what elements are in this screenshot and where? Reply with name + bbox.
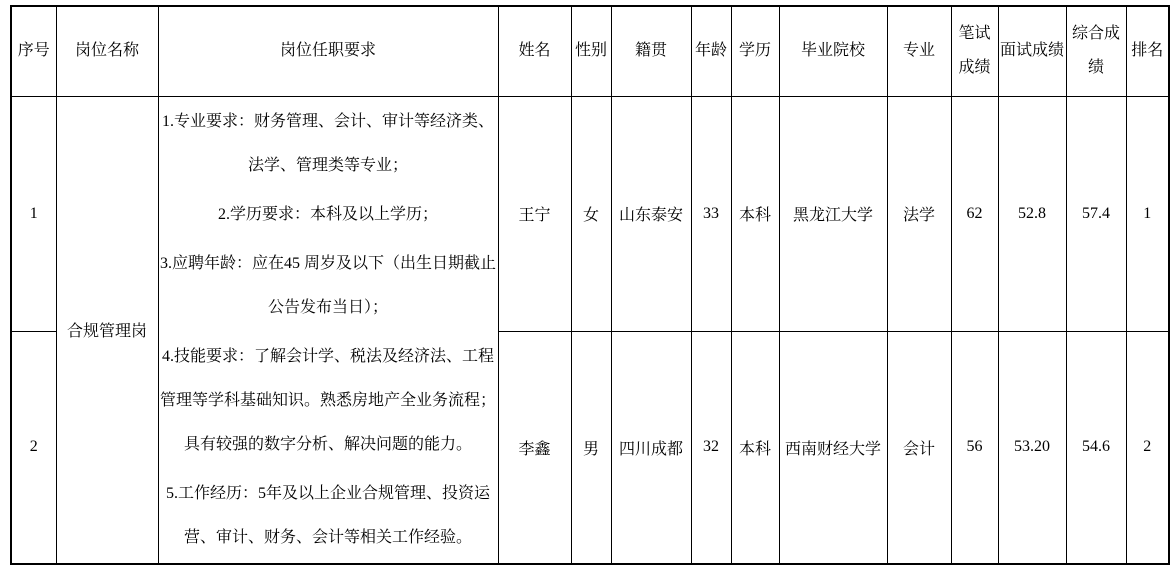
header-age: 年龄 <box>691 6 731 96</box>
table-header-row <box>11 6 1169 96</box>
cell-major: 法学 <box>887 96 951 331</box>
recruitment-results-table <box>10 5 1170 565</box>
cell-interview-score: 53.20 <box>998 331 1066 564</box>
header-school: 毕业院校 <box>779 6 887 96</box>
cell-overall-score: 54.6 <box>1066 331 1126 564</box>
cell-school: 黑龙江大学 <box>779 96 887 331</box>
cell-position-name: 合规管理岗 <box>56 96 158 564</box>
cell-rank: 2 <box>1126 331 1169 564</box>
header-interview-score: 面试成绩 <box>998 6 1066 96</box>
cell-education: 本科 <box>731 96 779 331</box>
cell-requirements <box>158 96 498 564</box>
requirement-item-5: 5.工作经历：5年及以上企业合规管理、投资运营、审计、财务、会计等相关工作经验。 <box>165 484 490 546</box>
header-gender: 性别 <box>571 6 611 96</box>
cell-gender: 男 <box>571 331 611 564</box>
cell-gender: 女 <box>571 96 611 331</box>
header-index: 序号 <box>11 6 56 96</box>
cell-hometown: 山东泰安 <box>611 96 691 331</box>
header-education: 学历 <box>731 6 779 96</box>
header-requirements: 岗位任职要求 <box>158 6 498 96</box>
cell-overall-score: 57.4 <box>1066 96 1126 331</box>
cell-written-score: 56 <box>951 331 998 564</box>
cell-index: 1 <box>11 96 56 331</box>
cell-hometown: 四川成都 <box>611 331 691 564</box>
header-rank: 排名 <box>1126 6 1169 96</box>
header-major: 专业 <box>887 6 951 96</box>
header-hometown: 籍贯 <box>611 6 691 96</box>
requirement-item-2: 2.学历要求：本科及以上学历； <box>217 205 438 223</box>
cell-index: 2 <box>11 331 56 564</box>
cell-school: 西南财经大学 <box>779 331 887 564</box>
header-position: 岗位名称 <box>56 6 158 96</box>
cell-written-score: 62 <box>951 96 998 331</box>
cell-major: 会计 <box>887 331 951 564</box>
header-overall-score: 综合成绩 <box>1066 6 1126 96</box>
table-row <box>11 96 1169 331</box>
requirement-item-3: 3.应聘年龄：应在45 周岁及以下（出生日期截止公告发布当日）； <box>159 254 496 316</box>
header-written-score: 笔试成绩 <box>951 6 998 96</box>
cell-age: 32 <box>691 331 731 564</box>
requirement-item-1: 1.专业要求：财务管理、会计、审计等经济类、法学、管理类等专业； <box>161 112 494 174</box>
cell-age: 33 <box>691 96 731 331</box>
cell-interview-score: 52.8 <box>998 96 1066 331</box>
cell-name: 王宁 <box>498 96 571 331</box>
header-name: 姓名 <box>498 6 571 96</box>
cell-name: 李鑫 <box>498 331 571 564</box>
cell-education: 本科 <box>731 331 779 564</box>
requirement-item-4: 4.技能要求：了解会计学、税法及经济法、工程管理等学科基础知识。熟悉房地产全业务流程；具有较强的数字分析、解决问题的能力。 <box>159 347 496 453</box>
cell-rank: 1 <box>1126 96 1169 331</box>
